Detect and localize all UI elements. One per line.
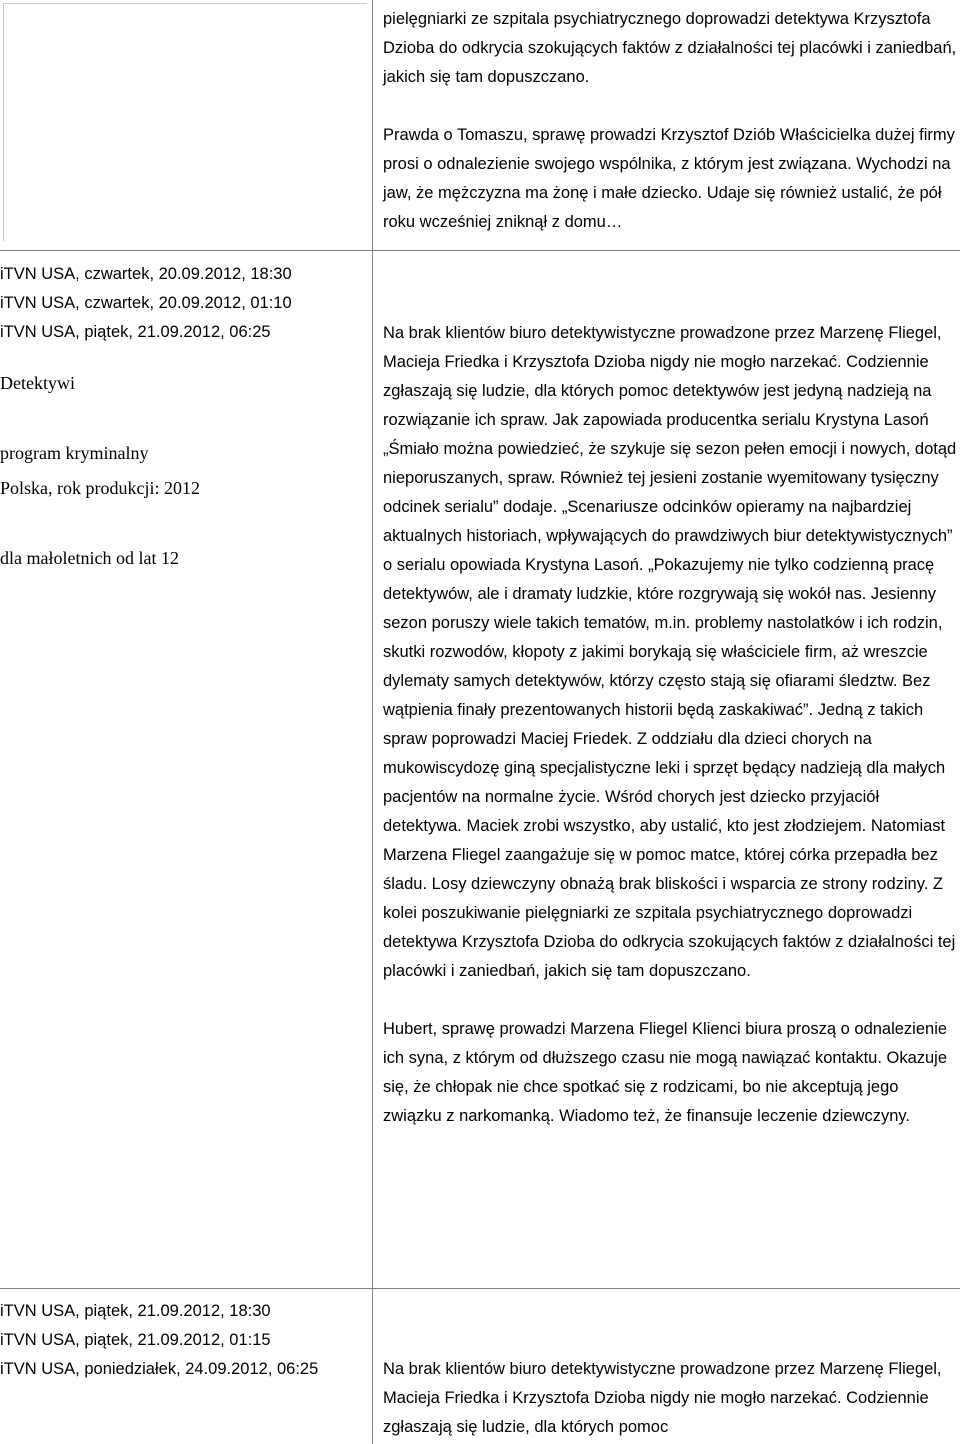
column-divider xyxy=(372,0,373,1444)
row-divider xyxy=(0,1288,960,1289)
program-info xyxy=(0,366,369,576)
row-divider xyxy=(0,250,960,251)
section3-right xyxy=(383,1355,960,1442)
episode-description-continuation: pielęgniarki ze szpitala psychiatrycznego doprowadzi detektywa Krzysztofa Dzioba do odkrycia szokujących faktów z działalności tej placówki i zaniedbań, jakich się tam dopuszczano. xyxy=(383,10,957,86)
episode-description: Na brak klientów biuro detektywistyczne prowadzone przez Marzenę Fliegel, Macieja Friedka i Krzysztofa Dzioba nigdy nie mogło narzekać. Codziennie zgłaszają się ludzie, dla których pomoc detektywów jest jedyną nadzieją na rozwiązanie ich spraw. Jak zapowiada producentka serialu Krystyna Lasoń „Śmiało można powiedzieć, że szykuje się sezon pełen emocji i nowych, dotąd nieporuszanych, spraw. Również tej jesieni zostanie wyemitowany tysięczny odcinek serialu” dodaje. „Scenariusze odcinków opieramy na najbardziej aktualnych historiach, wpływających do prawdziwych biur detektywistycznych” o serialu opowiada Krystyna Lasoń. „Pokazujemy nie tylko codzienną pracę detektywów, ale i dramaty ludzkie, które rozgrywają się wokół nas. Jesienny sezon poruszy wiele takich tematów, m.in. problemy nastolatków i ich rodzin, skutki rozwodów, kłopoty z jakimi borykają się właściciele firm, aż wreszcie dylematy samych detektywów, którzy często stają się ofiarami śledztw. Bez wątpienia finały prezentowanych historii będą zaskakiwać”. Jedną z takich spraw poprowadzi Maciej Friedek. Z oddziału dla dzieci chorych na mukowiscydozę giną specjalistyczne leki i sprzęt będący nadzieją dla małych pacjentów na normalne życie. Wśród chorych jest dziecko przyjaciół detektywa. Maciek zrobi wszystko, aby ustalić, kto jest złodziejem. Natomiast Marzena Fliegel zaangażuje się w pomoc matce, której córka przepadła bez śladu. Losy dziewczyny obnażą brak bliskości i wsparcia ze strony rodziny. Z kolei poszukiwanie pielęgniarki ze szpitala psychiatrycznego doprowadzi detektywa Krzysztofa Dzioba do odkrycia szokujących faktów z działalności tej placówki i zaniedbań, jakich się tam dopuszczano. xyxy=(383,324,957,980)
airing-time: iTVN USA, czwartek, 20.09.2012, 18:30 xyxy=(0,265,292,283)
section1-right xyxy=(383,5,960,237)
section3-left xyxy=(0,1297,369,1384)
airing-time: iTVN USA, piątek, 21.09.2012, 18:30 xyxy=(0,1302,271,1320)
episode-summary: Hubert, sprawę prowadzi Marzena Fliegel Klienci biura proszą o odnalezienie ich syna, z którym od dłuższego czasu nie mogą nawiązać kontaktu. Okazuje się, że chłopak nie chce spotkać się z rodzicami, bo nie akceptują jego związku z narkomanką. Wiadomo też, że finansuje leczenie dziewczyny. xyxy=(383,1020,948,1125)
program-rating: dla małoletnich od lat 12 xyxy=(0,548,179,568)
airing-time: iTVN USA, piątek, 21.09.2012, 06:25 xyxy=(0,323,271,341)
episode-description: Na brak klientów biuro detektywistyczne prowadzone przez Marzenę Fliegel, Macieja Friedka i Krzysztofa Dzioba nigdy nie mogło narzekać. Codziennie zgłaszają się ludzie, dla których pomoc xyxy=(383,1360,942,1436)
episode-summary: Prawda o Tomaszu, sprawę prowadzi Krzysztof Dziób Właścicielka dużej firmy prosi o odnalezienie swojego wspólnika, z którym jest związana. Wychodzi na jaw, że mężczyzna ma żonę i małe dziecko. Udaje się również ustalić, że pół roku wcześniej zniknął z domu… xyxy=(383,126,955,231)
airing-time: iTVN USA, czwartek, 20.09.2012, 01:10 xyxy=(0,294,292,312)
airing-time: iTVN USA, piątek, 21.09.2012, 01:15 xyxy=(0,1331,271,1349)
airing-time: iTVN USA, poniedziałek, 24.09.2012, 06:25 xyxy=(0,1360,319,1378)
section2-left xyxy=(0,260,369,576)
program-genre: program kryminalny xyxy=(0,443,149,463)
empty-cell xyxy=(3,3,367,241)
airing-list xyxy=(0,260,369,347)
section2-right xyxy=(383,319,960,1131)
program-production: Polska, rok produkcji: 2012 xyxy=(0,478,200,498)
program-title: Detektywi xyxy=(0,373,75,393)
airing-list xyxy=(0,1297,369,1384)
